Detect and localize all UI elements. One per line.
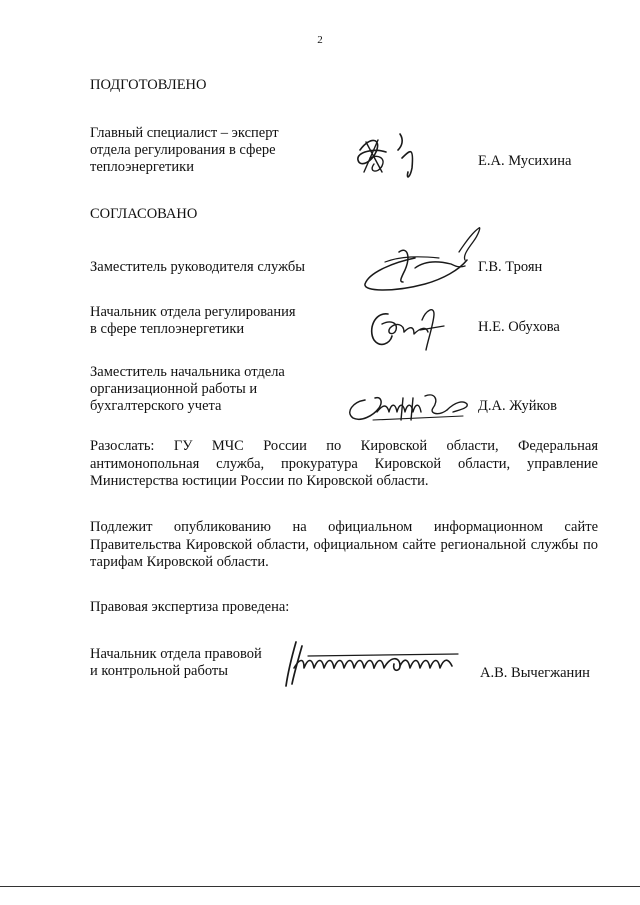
prepared-position: Главный специалист – эксперт отдела регулирования в сфере теплоэнергетики	[90, 125, 279, 175]
legal-review-statement: Правовая экспертиза проведена:	[90, 599, 290, 615]
agreed-position-2: Начальник отдела регулирования в сфере теплоэнергетики	[90, 304, 296, 337]
agreed-name-2: Н.Е. Обухова	[478, 319, 560, 335]
signature-zhuykov	[343, 386, 473, 426]
bottom-divider	[0, 886, 640, 887]
publication-paragraph: Подлежит опубликованию на официальном информационном сайте Правительства Кировской области, официальном сайте региональной службы по тарифам Кировской области.	[90, 519, 598, 570]
signature-troyan	[355, 222, 485, 297]
legal-review-position: Начальник отдела правовой и контрольной работы	[90, 646, 262, 679]
prepared-heading: ПОДГОТОВЛЕНО	[90, 77, 207, 93]
agreed-position-1: Заместитель руководителя службы	[90, 259, 306, 275]
agreed-position-3: Заместитель начальника отдела организационной работы и бухгалтерского учета	[90, 364, 285, 414]
agreed-heading: СОГЛАСОВАНО	[90, 206, 198, 222]
signature-vychegzhanin	[282, 636, 467, 691]
distribution-paragraph: Разослать: ГУ МЧС России по Кировской области, Федеральная антимонопольная служба, прокуратура Кировской области, управление Министерства юстиции России по Кировской области.	[90, 438, 598, 489]
legal-review-name: А.В. Вычегжанин	[480, 665, 590, 681]
agreed-name-3: Д.А. Жуйков	[478, 398, 557, 414]
page-number: 2	[317, 34, 323, 46]
signature-obukhova	[364, 300, 454, 355]
prepared-name: Е.А. Мусихина	[478, 153, 572, 169]
agreed-name-1: Г.В. Троян	[478, 259, 543, 275]
signature-musikhina	[352, 128, 442, 183]
